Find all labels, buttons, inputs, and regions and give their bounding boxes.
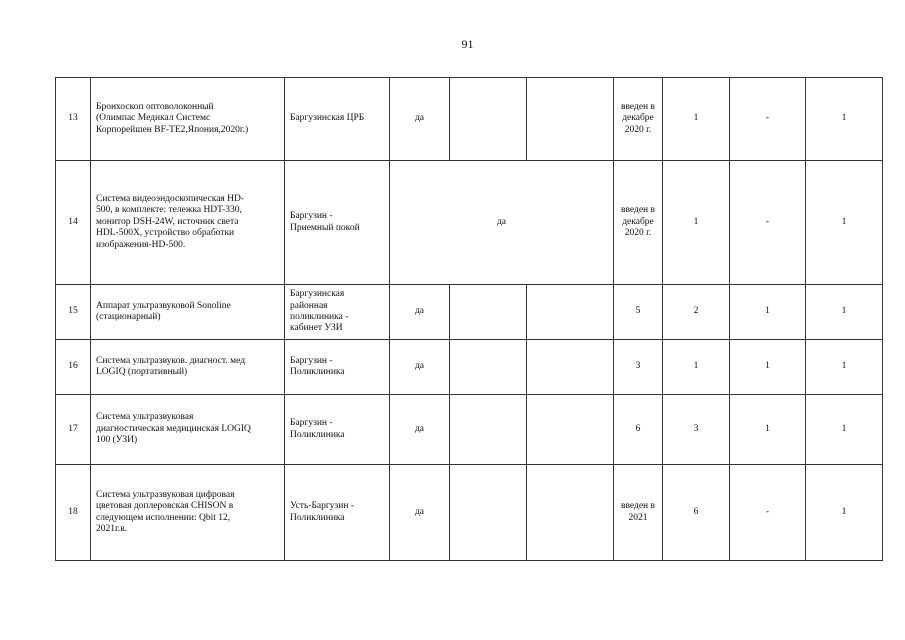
cell-col8: 1 <box>663 161 730 285</box>
row-number: 15 <box>56 285 91 340</box>
status: введен в 2021 <box>614 465 663 561</box>
equipment-name: Аппарат ультразвуковой Sonoline (стационарный) <box>91 285 285 340</box>
page-number: 91 <box>461 37 474 51</box>
cell-col6 <box>527 465 614 561</box>
status: 3 <box>614 340 663 395</box>
location: Баргузинская ЦРБ <box>285 78 390 161</box>
cell-col9: - <box>730 161 806 285</box>
cell-col10: 1 <box>806 78 883 161</box>
equipment-name: Система ультразвуков. диагност. мед LOGIQ (портативный) <box>91 340 285 395</box>
cell-col8: 1 <box>663 78 730 161</box>
equipment-name: Система видеоэндоскопическая HD- 500, в комплекте: тележка HDT-330, монитор DSH-24W, источник света HDL-500X, устройство обработки изображения-HD-500. <box>91 161 285 285</box>
row-number: 18 <box>56 465 91 561</box>
table-row <box>56 285 883 340</box>
table-row <box>56 340 883 395</box>
equipment-name: Бронхоскоп оптоволоконный (Олимпас Медикал Системс Корпорейшен BF-TE2,Япония,2020г.) <box>91 78 285 161</box>
cell-col5 <box>450 340 527 395</box>
location: Баргузин - Поликлиника <box>285 395 390 465</box>
equipment-table <box>55 77 883 561</box>
cell-col6 <box>527 395 614 465</box>
table-row <box>56 465 883 561</box>
cell-col4: да <box>390 285 450 340</box>
cell-col6 <box>527 285 614 340</box>
row-number: 16 <box>56 340 91 395</box>
cell-col5 <box>450 465 527 561</box>
merged-cell: да <box>390 161 614 285</box>
location: Баргузинская районная поликлиника - кабинет УЗИ <box>285 285 390 340</box>
cell-col8: 6 <box>663 465 730 561</box>
location: Усть-Баргузин - Поликлиника <box>285 465 390 561</box>
cell-col8: 2 <box>663 285 730 340</box>
status: введен в декабре 2020 г. <box>614 78 663 161</box>
cell-col9: - <box>730 78 806 161</box>
cell-col4: да <box>390 340 450 395</box>
cell-col5 <box>450 285 527 340</box>
cell-col6 <box>527 340 614 395</box>
table-row <box>56 78 883 161</box>
cell-col9: - <box>730 465 806 561</box>
row-number: 14 <box>56 161 91 285</box>
equipment-name: Система ультразвуковая цифровая цветовая доплеровская CHISON в следующем исполнении: Qbit 12, 2021г.в. <box>91 465 285 561</box>
table-row <box>56 395 883 465</box>
cell-col8: 1 <box>663 340 730 395</box>
status: 6 <box>614 395 663 465</box>
location: Баргузин - Приемный покой <box>285 161 390 285</box>
cell-col10: 1 <box>806 465 883 561</box>
cell-col5 <box>450 395 527 465</box>
cell-col10: 1 <box>806 285 883 340</box>
cell-col9: 1 <box>730 285 806 340</box>
cell-col10: 1 <box>806 340 883 395</box>
equipment-name: Система ультразвуковая диагностическая медицинская LOGIQ 100 (УЗИ) <box>91 395 285 465</box>
cell-col4: да <box>390 78 450 161</box>
location: Баргузин - Поликлиника <box>285 340 390 395</box>
status: 5 <box>614 285 663 340</box>
cell-col8: 3 <box>663 395 730 465</box>
cell-col10: 1 <box>806 161 883 285</box>
cell-col10: 1 <box>806 395 883 465</box>
table-row <box>56 161 883 285</box>
row-number: 13 <box>56 78 91 161</box>
row-number: 17 <box>56 395 91 465</box>
cell-col6 <box>527 78 614 161</box>
cell-col9: 1 <box>730 395 806 465</box>
cell-col4: да <box>390 465 450 561</box>
cell-col5 <box>450 78 527 161</box>
status: введен в декабре 2020 г. <box>614 161 663 285</box>
cell-col4: да <box>390 395 450 465</box>
cell-col9: 1 <box>730 340 806 395</box>
